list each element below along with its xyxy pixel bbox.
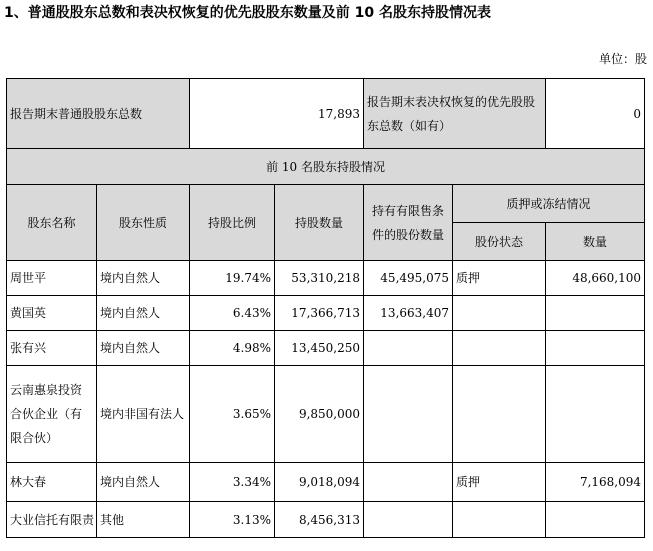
table-row bbox=[7, 502, 645, 538]
section-title: 前 10 名股东持股情况 bbox=[7, 149, 645, 185]
cell-status: 质押 bbox=[453, 463, 546, 502]
preferred-holders-label: 报告期末表决权恢复的优先股股东总数（如有） bbox=[364, 79, 546, 149]
cell-name: 林大春 bbox=[7, 463, 97, 502]
header-ratio: 持股比例 bbox=[190, 185, 275, 261]
cell-nature: 境内自然人 bbox=[97, 331, 190, 366]
cell-name: 云南惠泉投资合伙企业（有限合伙） bbox=[7, 366, 97, 463]
cell-qty: 9,018,094 bbox=[275, 463, 364, 502]
header-restricted: 持有有限售条件的股份数量 bbox=[364, 185, 453, 261]
cell-status bbox=[453, 331, 546, 366]
cell-amount bbox=[546, 502, 645, 538]
table-row bbox=[7, 463, 645, 502]
cell-qty: 17,366,713 bbox=[275, 296, 364, 331]
cell-amount: 7,168,094 bbox=[546, 463, 645, 502]
cell-name: 黄国英 bbox=[7, 296, 97, 331]
header-amount: 数量 bbox=[546, 223, 645, 261]
cell-restricted bbox=[364, 502, 453, 538]
table-row bbox=[7, 366, 645, 463]
cell-restricted bbox=[364, 463, 453, 502]
cell-name: 周世平 bbox=[7, 261, 97, 296]
cell-nature: 境内自然人 bbox=[97, 463, 190, 502]
cell-nature: 其他 bbox=[97, 502, 190, 538]
cell-ratio: 4.98% bbox=[190, 331, 275, 366]
table-row bbox=[7, 296, 645, 331]
cell-ratio: 6.43% bbox=[190, 296, 275, 331]
cell-restricted: 45,495,075 bbox=[364, 261, 453, 296]
common-holders-label: 报告期末普通股股东总数 bbox=[7, 79, 190, 149]
cell-nature: 境内自然人 bbox=[97, 296, 190, 331]
header-nature: 股东性质 bbox=[97, 185, 190, 261]
header-qty: 持股数量 bbox=[275, 185, 364, 261]
cell-amount bbox=[546, 296, 645, 331]
cell-status bbox=[453, 502, 546, 538]
cell-name: 张有兴 bbox=[7, 331, 97, 366]
preferred-holders-value: 0 bbox=[546, 79, 645, 149]
cell-ratio: 19.74% bbox=[190, 261, 275, 296]
cell-amount bbox=[546, 331, 645, 366]
cell-ratio: 3.34% bbox=[190, 463, 275, 502]
cell-status bbox=[453, 366, 546, 463]
unit-label: 单位：股 bbox=[598, 52, 647, 66]
cell-name: 大业信托有限责 bbox=[7, 502, 97, 538]
cell-ratio: 3.13% bbox=[190, 502, 275, 538]
cell-status bbox=[453, 296, 546, 331]
cell-qty: 53,310,218 bbox=[275, 261, 364, 296]
cell-restricted bbox=[364, 331, 453, 366]
cell-qty: 9,850,000 bbox=[275, 366, 364, 463]
cell-qty: 8,456,313 bbox=[275, 502, 364, 538]
cell-amount bbox=[546, 366, 645, 463]
shareholder-table bbox=[6, 78, 645, 538]
page-title: 1、普通股股东总数和表决权恢复的优先股股东数量及前 10 名股东持股情况表 bbox=[4, 5, 491, 21]
cell-amount: 48,660,100 bbox=[546, 261, 645, 296]
cell-restricted: 13,663,407 bbox=[364, 296, 453, 331]
cell-ratio: 3.65% bbox=[190, 366, 275, 463]
cell-status: 质押 bbox=[453, 261, 546, 296]
header-status: 股份状态 bbox=[453, 223, 546, 261]
cell-nature: 境内非国有法人 bbox=[97, 366, 190, 463]
cell-nature: 境内自然人 bbox=[97, 261, 190, 296]
table-row bbox=[7, 261, 645, 296]
header-pledge: 质押或冻结情况 bbox=[453, 185, 645, 223]
table-row bbox=[7, 331, 645, 366]
cell-restricted bbox=[364, 366, 453, 463]
cell-qty: 13,450,250 bbox=[275, 331, 364, 366]
header-name: 股东名称 bbox=[7, 185, 97, 261]
common-holders-value: 17,893 bbox=[190, 79, 364, 149]
